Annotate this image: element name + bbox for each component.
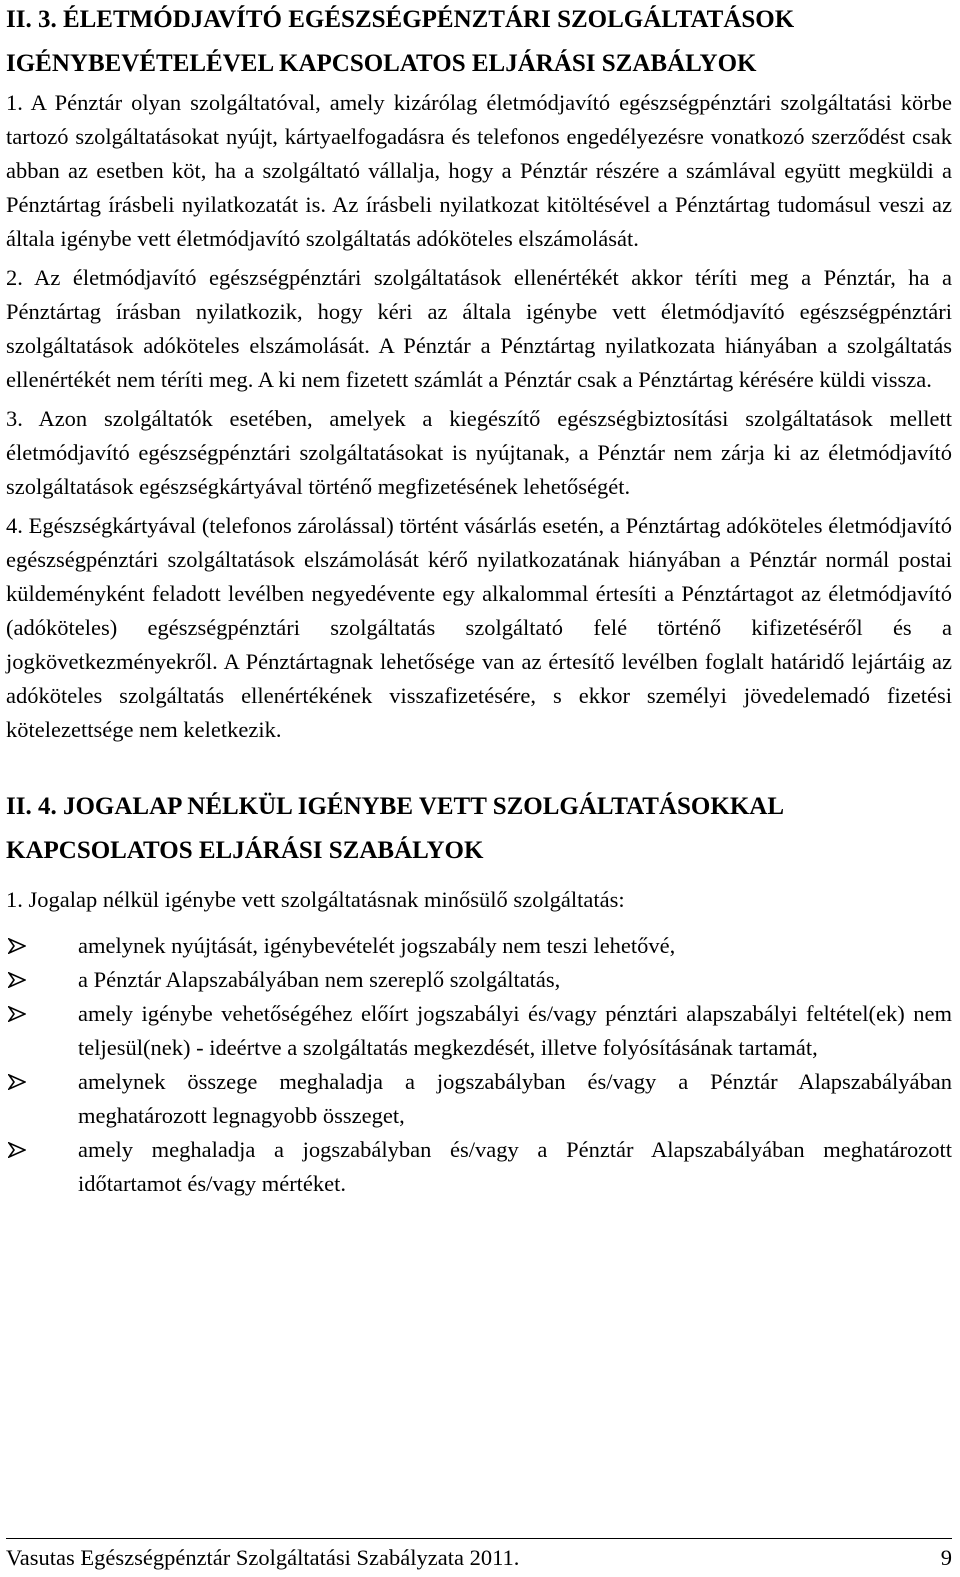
section-4-title-line-1: II. 4. JOGALAP NÉLKÜL IGÉNYBE VETT SZOLGÁLTATÁSOKKAL (6, 793, 785, 820)
list-item (6, 963, 952, 997)
section-3-title-line-1: II. 3. ÉLETMÓDJAVÍTÓ EGÉSZSÉGPÉNZTÁRI SZOLGÁLTATÁSOK (6, 6, 795, 33)
page-footer (6, 1538, 952, 1573)
arrowhead-bullet-icon (8, 1074, 26, 1090)
footer-page-number: 9 (940, 1545, 952, 1570)
section-4-bullet-list (6, 929, 952, 1201)
list-item (6, 1133, 952, 1201)
section-3-paragraph-2: 2. Az életmódjavító egészségpénztári szolgáltatások ellenértékét akkor téríti meg a Pénztár, ha a Pénztártag írásban nyilatkozik, hogy kéri az általa igénybe vett életmódjavító egészségpénztári szolgáltatások adóköteles elszámolását. A Pénztár a Pénztártag nyilatkozata hiányában a szolgáltatás ellenértékét nem téríti meg. A ki nem fizetett számlát a Pénztár csak a Pénztártag kérésére küldi vissza. (6, 265, 952, 392)
section-3-paragraph-4: 4. Egészségkártyával (telefonos zárolással) történt vásárlás esetén, a Pénztártag adóköteles életmódjavító egészségpénztári szolgáltatások elszámolását kérő nyilatkozatának hiányában a Pénztár normál postai küldeményként feladott levélben negyedévente egy alkalommal értesíti a Pénztártagot az életmódjavító (adóköteles) egészségpénztári szolgáltatás szolgáltató felé történő kifizetéséről és a jogkövetkezményekről. A Pénztártagnak lehetősége van az értesítő levélben foglalt határidő lejártáig az adóköteles szolgáltatás ellenértékének visszafizetésére, s ekkor személyi jövedelemadó fizetési kötelezettsége nem keletkezik. (6, 513, 952, 742)
section-3-paragraph-1: 1. A Pénztár olyan szolgáltatóval, amely kizárólag életmódjavító egészségpénztári szolgáltatási körbe tartozó szolgáltatásokat nyújt, kártyaelfogadásra és telefonos engedélyezésre vonatkozó szerződést csak abban az esetben köt, ha a szolgáltató vállalja, hogy a Pénztár részére a számlával együtt megküldi a Pénztártag írásbeli nyilatkozatát is. Az írásbeli nyilatkozat kitöltésével a Pénztártag tudomásul veszi az általa igénybe vett életmódjavító szolgáltatás adóköteles elszámolását. (6, 90, 952, 251)
arrowhead-bullet-icon (8, 972, 26, 988)
list-item (6, 1065, 952, 1133)
section-3-paragraph-3: 3. Azon szolgáltatók esetében, amelyek a kiegészítő egészségbiztosítási szolgáltatások mellett életmódjavító egészségpénztári szolgáltatásokat is nyújtanak, a Pénztár nem zárja ki az életmódjavító szolgáltatások egészségkártyával történő megfizetésének lehetőségét. (6, 406, 952, 499)
section-4-intro: 1. Jogalap nélkül igénybe vett szolgáltatásnak minősülő szolgáltatás: (6, 887, 625, 912)
arrowhead-bullet-icon (8, 1006, 26, 1022)
list-item (6, 997, 952, 1065)
list-item (6, 929, 952, 963)
footer-document-title: Vasutas Egészségpénztár Szolgáltatási Szabályzata 2011. (6, 1545, 520, 1570)
section-spacer (6, 747, 952, 785)
arrowhead-bullet-icon (8, 1142, 26, 1158)
arrowhead-bullet-icon (8, 938, 26, 954)
section-4-title-line-2: KAPCSOLATOS ELJÁRÁSI SZABÁLYOK (6, 837, 484, 864)
list-item-text: amelynek összege meghaladja a jogszabályban és/vagy a Pénztár Alapszabályában meghatározott legnagyobb összeget, (78, 1069, 952, 1128)
section-3-title-line-2: IGÉNYBEVÉTELÉVEL KAPCSOLATOS ELJÁRÁSI SZABÁLYOK (6, 50, 757, 77)
document-page (6, 0, 952, 1577)
list-item-text: a Pénztár Alapszabályában nem szereplő szolgáltatás, (78, 967, 561, 992)
list-item-text: amely igénybe vehetőségéhez előírt jogszabályi és/vagy pénztári alapszabályi feltétel(ek) nem teljesül(nek) - ideértve a szolgáltatás megkezdését, illetve folyósításának tartamát, (78, 1001, 952, 1060)
list-item-text: amely meghaladja a jogszabályban és/vagy a Pénztár Alapszabályában meghatározott időtartamot és/vagy mértéket. (78, 1137, 952, 1196)
list-item-text: amelynek nyújtását, igénybevételét jogszabály nem teszi lehetővé, (78, 933, 676, 958)
